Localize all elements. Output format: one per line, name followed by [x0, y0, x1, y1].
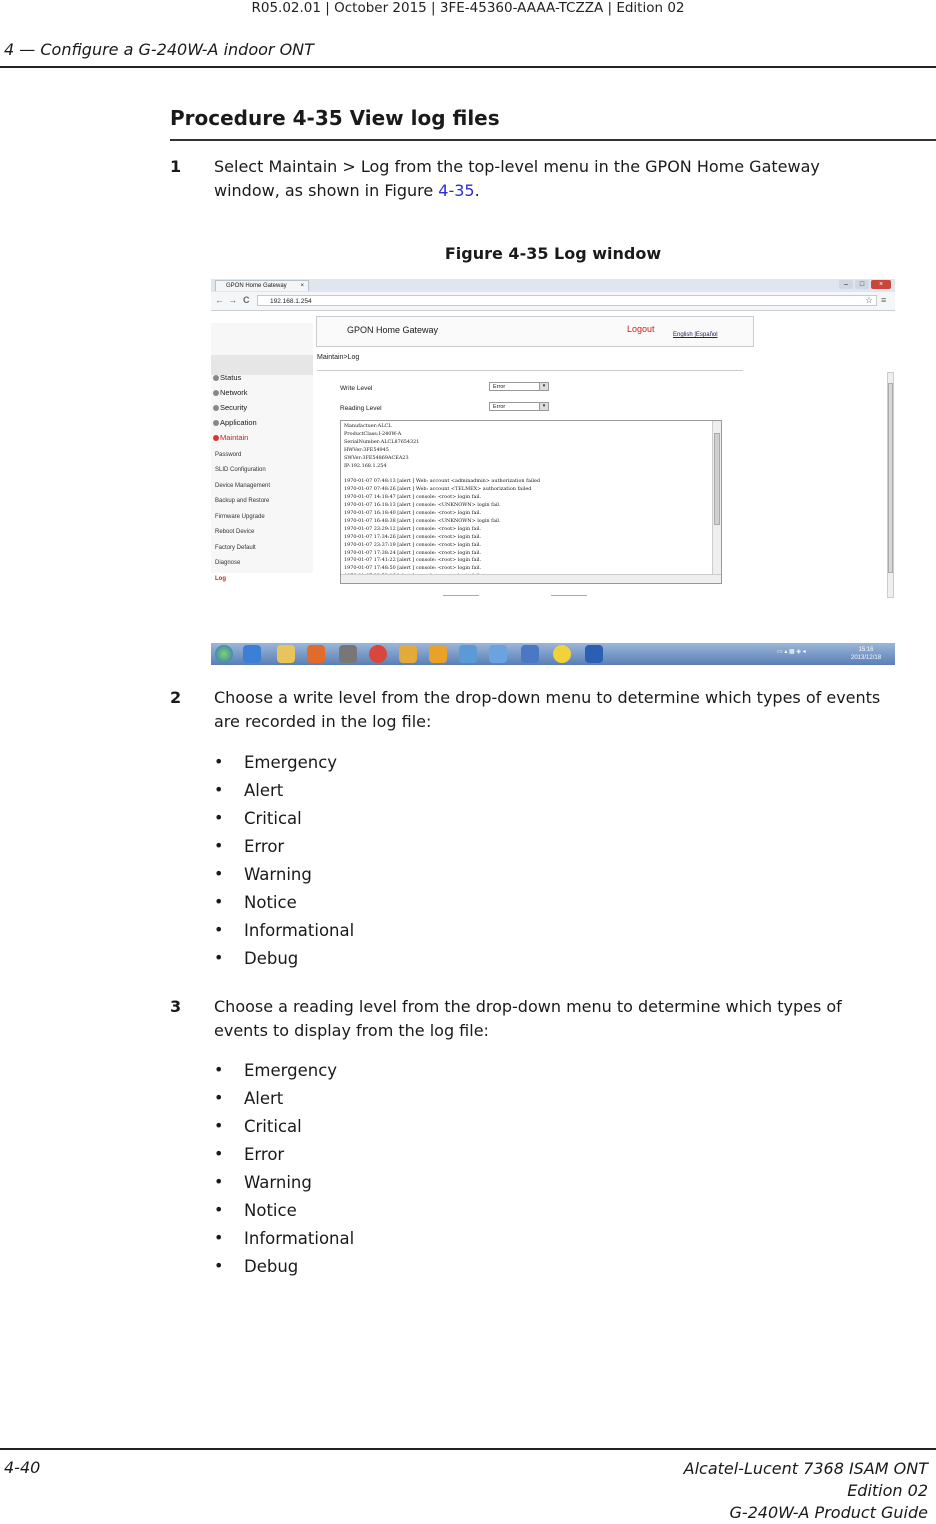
list-item-label: Debug — [244, 1257, 299, 1276]
submenu-backup-restore[interactable]: Backup and Restore — [215, 498, 270, 504]
sidebar-item-label: Status — [220, 373, 242, 382]
list-item — [214, 865, 514, 889]
log-textarea[interactable] — [340, 420, 722, 584]
submenu-firmware-upgrade[interactable]: Firmware Upgrade — [215, 514, 265, 520]
gateway-title: GPON Home Gateway — [347, 325, 439, 335]
chrome-icon[interactable] — [369, 645, 387, 663]
chevron-down-icon: ▾ — [539, 403, 548, 410]
bullet-icon: • — [214, 1116, 224, 1135]
submenu-factory-default[interactable]: Factory Default — [215, 545, 256, 551]
button-outline[interactable] — [551, 595, 587, 596]
write-level-label: Write Level — [340, 385, 373, 392]
list-item — [214, 809, 514, 833]
url-input[interactable]: 192.168.1.254 — [257, 295, 877, 306]
bullet-icon: • — [214, 808, 224, 827]
list-item-label: Emergency — [244, 1061, 338, 1080]
list-item — [214, 1061, 514, 1085]
sidebar-item-label: Application — [220, 418, 257, 427]
bullet-icon: • — [214, 752, 224, 771]
bullet-icon: • — [214, 836, 224, 855]
step-line-part: . — [474, 181, 480, 200]
sidebar-item-status[interactable] — [213, 373, 241, 382]
list-item — [214, 1117, 514, 1141]
scroll-thumb[interactable] — [714, 433, 720, 525]
select-value: Error — [493, 404, 506, 410]
log-vertical-scrollbar[interactable] — [712, 421, 721, 575]
step-number: 2 — [170, 688, 182, 707]
logout-link[interactable]: Logout — [627, 324, 655, 334]
figure-link[interactable]: 4-35 — [438, 181, 475, 200]
sidebar-banner — [211, 355, 313, 375]
app-icon[interactable] — [521, 645, 539, 663]
firefox-icon[interactable] — [307, 645, 325, 663]
chapter-header: 4 — Configure a G-240W-A indoor ONT — [4, 40, 314, 59]
list-item — [214, 753, 514, 777]
bullet-icon: • — [214, 1256, 224, 1275]
reading-level-label: Reading Level — [340, 405, 382, 412]
close-icon[interactable]: × — [300, 283, 304, 289]
minus-icon — [213, 435, 219, 441]
reading-level-select[interactable] — [489, 402, 549, 411]
list-item-label: Warning — [244, 1173, 312, 1192]
step-line: Choose a reading level from the drop-down menu to determine which types of — [214, 997, 842, 1016]
browser-title-bar — [211, 279, 895, 292]
plus-icon — [213, 405, 219, 411]
clock[interactable] — [851, 646, 881, 662]
step-line-part: window, as shown in Figure — [214, 181, 439, 200]
bullet-icon: • — [214, 1200, 224, 1219]
list-item — [214, 921, 514, 945]
list-item-label: Error — [244, 1145, 285, 1164]
list-item — [214, 781, 514, 805]
submenu-reboot-device[interactable]: Reboot Device — [215, 529, 255, 535]
page-scrollbar[interactable] — [887, 372, 894, 598]
running-header: R05.02.01 | October 2015 | 3FE-45360-AAAA-TCZZA | Edition 02 — [251, 0, 685, 16]
plus-icon — [213, 390, 219, 396]
log-window-screenshot — [211, 279, 895, 665]
submenu-device-management[interactable]: Device Management — [215, 483, 271, 489]
footer-edition: Edition 02 — [847, 1481, 928, 1500]
taskbar — [211, 643, 895, 665]
step-line — [214, 179, 820, 203]
list-item-label: Informational — [244, 1229, 355, 1248]
step-line: events to display from the log file: — [214, 1021, 489, 1040]
bullet-icon: • — [214, 1088, 224, 1107]
address-bar — [211, 292, 895, 311]
menu-icon[interactable]: ≡ — [881, 295, 887, 305]
bullet-icon: • — [214, 920, 224, 939]
divider — [317, 370, 743, 371]
write-level-select[interactable] — [489, 382, 549, 391]
back-icon[interactable]: ← — [215, 295, 224, 305]
bullet-icon: • — [214, 864, 224, 883]
star-icon[interactable]: ☆ — [865, 295, 874, 305]
plus-icon — [213, 375, 219, 381]
step-line: Select Maintain > Log from the top-level menu in the GPON Home Gateway — [214, 157, 820, 176]
folder-icon[interactable] — [277, 645, 295, 663]
list-item-label: Error — [244, 837, 285, 856]
submenu-slid-configuration[interactable]: SLID Configuration — [215, 467, 266, 473]
word-icon[interactable] — [585, 645, 603, 663]
list-item — [214, 949, 514, 973]
list-item-label: Critical — [244, 1117, 302, 1136]
list-item — [214, 1145, 514, 1169]
submenu-diagnose[interactable]: Diagnose — [215, 560, 241, 566]
list-item — [214, 837, 514, 861]
language-links[interactable]: English |Español — [673, 332, 718, 338]
breadcrumb: Maintain>Log — [317, 354, 360, 361]
bullet-icon: • — [214, 1172, 224, 1191]
clock-date: 2013/12/18 — [851, 655, 882, 661]
minimize-icon[interactable]: – — [839, 280, 853, 289]
chevron-down-icon: ▾ — [539, 383, 548, 390]
start-icon[interactable] — [215, 645, 233, 663]
sidebar — [211, 323, 313, 573]
list-item-label: Notice — [244, 1201, 297, 1220]
list-item-label: Critical — [244, 809, 302, 828]
list-item — [214, 893, 514, 917]
footer-product: Alcatel-Lucent 7368 ISAM ONT — [683, 1459, 928, 1478]
button-outline[interactable] — [443, 595, 479, 596]
sidebar-item-label: Maintain — [220, 433, 249, 442]
list-item — [214, 1089, 514, 1113]
list-item-label: Emergency — [244, 753, 338, 772]
list-item-label: Notice — [244, 893, 297, 912]
plus-icon — [213, 420, 219, 426]
app-icon[interactable] — [459, 645, 477, 663]
notes-icon[interactable] — [399, 645, 417, 663]
app-icon[interactable] — [489, 645, 507, 663]
maximize-icon[interactable]: □ — [855, 280, 869, 289]
bullet-icon: • — [214, 780, 224, 799]
sidebar-item-label: Security — [220, 403, 248, 412]
reload-icon[interactable]: C — [243, 295, 250, 305]
sidebar-item-network[interactable] — [213, 388, 248, 397]
list-item-label: Alert — [244, 781, 284, 800]
list-item — [214, 1229, 514, 1253]
system-tray[interactable]: ▭ ▴ ▦ ◈ ◂ — [777, 649, 806, 655]
submenu-log[interactable]: Log — [215, 576, 226, 582]
outlook-icon[interactable] — [429, 645, 447, 663]
step-number: 3 — [170, 997, 182, 1016]
submenu-password[interactable]: Password — [215, 452, 242, 458]
ie-icon[interactable] — [243, 645, 261, 663]
footer-rule — [0, 1448, 936, 1450]
list-item-label: Alert — [244, 1089, 284, 1108]
scroll-thumb[interactable] — [888, 383, 893, 573]
browser-tab[interactable] — [215, 280, 309, 291]
sidebar-item-label: Network — [220, 388, 248, 397]
figure-caption: Figure 4-35 Log window — [444, 244, 662, 263]
step-line: Choose a write level from the drop-down menu to determine which types of events — [214, 688, 881, 707]
bullet-icon: • — [214, 1228, 224, 1247]
list-item-label: Debug — [244, 949, 299, 968]
step-number: 1 — [170, 157, 182, 176]
bullet-icon: • — [214, 1144, 224, 1163]
list-item-label: Warning — [244, 865, 312, 884]
procedure-rule — [170, 139, 936, 141]
step-text — [214, 155, 820, 203]
bullet-icon: • — [214, 1060, 224, 1079]
sidebar-item-application[interactable] — [213, 418, 257, 427]
footer-guide: G-240W-A Product Guide — [729, 1503, 928, 1522]
tab-title: GPON Home Gateway — [226, 283, 287, 289]
header-rule — [0, 66, 936, 68]
step-text — [214, 995, 842, 1043]
list-item — [214, 1173, 514, 1197]
sidebar-item-security[interactable] — [213, 403, 247, 412]
forward-icon[interactable]: → — [228, 295, 237, 305]
clock-time: 15:16 — [858, 647, 874, 653]
list-item — [214, 1257, 514, 1281]
list-item-label: Informational — [244, 921, 355, 940]
list-item — [214, 1201, 514, 1225]
step-text — [214, 686, 880, 734]
log-content: Manufactuer:ALCL ProductClass:I-240W-A SerialNumber:ALCL87654321 HWVer:3FE54945 SWVer:3FE54869ACEA23 IP:192.168.1.254 1970-01-07 07:48:13 [alert ] Web: account <adminadmin> authorization failed 1970-01-07 07:48:26 [alert ] Web: account <TELMEX> authorization failed 1970-01-07 14:18:47 [alert ] console: <root> login fail. 1970-01-07 16:18:13 [alert ] console: <UNKNOWN> login fail. 1970-01-07 16:18:40 [alert ] console: <root> login fail. 1970-01-07 16:48:38 [alert ] console: <UNKNOWN> login fail. 1970-01-07 23:29:12 [alert ] console: <root> login fail. 1970-01-07 17:34:26 [alert ] console: <root> login fail. 1970-01-07 23:37:19 [alert ] console: <root> login fail. 1970-01-07 17:38:24 [alert ] console: <root> login fail. 1970-01-07 17:41:22 [alert ] console: <root> login fail. 1970-01-07 17:48:50 [alert ] console: <root> login fail. — [344, 423, 541, 572]
app-icon[interactable] — [553, 645, 571, 663]
footer-info — [684, 1458, 928, 1524]
bullet-icon: • — [214, 892, 224, 911]
bullet-icon: • — [214, 948, 224, 967]
page-number: 4-40 — [4, 1458, 41, 1477]
log-horizontal-scrollbar[interactable] — [341, 574, 721, 583]
procedure-title: Procedure 4-35 View log files — [170, 106, 500, 130]
window-close-icon[interactable]: × — [871, 280, 891, 289]
gateway-header — [316, 316, 754, 347]
select-value: Error — [493, 384, 506, 390]
step-line: are recorded in the log file: — [214, 712, 432, 731]
sidebar-item-maintain[interactable] — [213, 433, 248, 442]
app-icon[interactable] — [339, 645, 357, 663]
